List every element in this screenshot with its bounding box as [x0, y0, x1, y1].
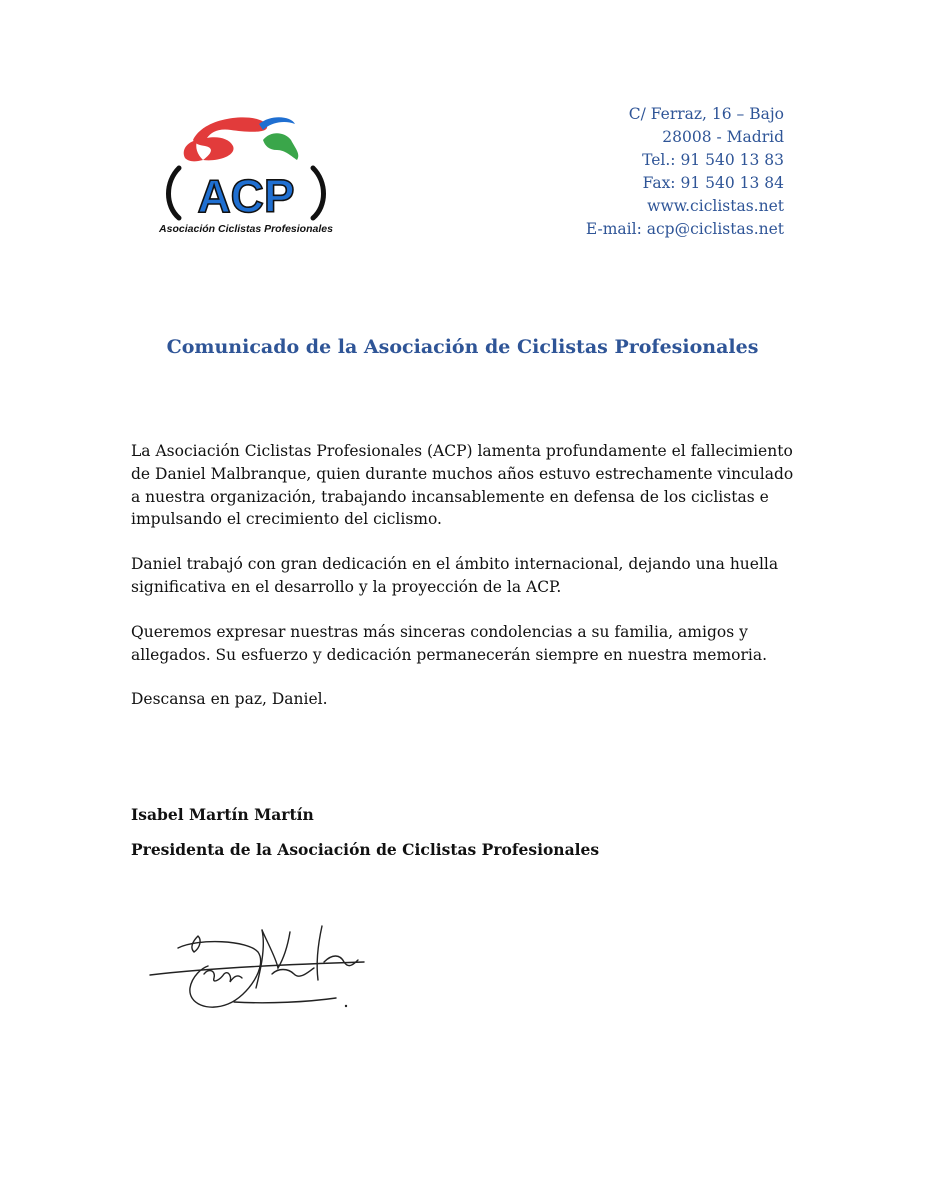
signer-block — [131, 804, 599, 874]
paragraph: Daniel trabajó con gran dedicación en el ámbito internacional, dejando una huella significativa en el desarrollo y la proyección de la ACP. — [131, 555, 779, 596]
signer-role: Presidenta de la Asociación de Ciclistas Profesionales — [131, 840, 600, 859]
logo-name: Asociación Ciclistas Profesionales — [159, 223, 333, 235]
signer-name: Isabel Martín Martín — [131, 805, 314, 824]
document-body — [131, 440, 801, 733]
logo-acronym: ACP — [197, 170, 295, 222]
contact-block — [586, 103, 784, 241]
contact-city: 28008 - Madrid — [662, 128, 784, 146]
document-title: Comunicado de la Asociación de Ciclistas Profesionales — [166, 336, 759, 358]
contact-fax: Fax: 91 540 13 84 — [642, 174, 784, 192]
paragraph: La Asociación Ciclistas Profesionales (ACP) lamenta profundamente el fallecimiento de Daniel Malbranque, quien durante muchos años estuvo estrechamente vinculado a nuestra organización, trabajando incansablemente en defensa de los ciclistas e impulsando el crecimiento del ciclismo. — [131, 442, 794, 529]
contact-email[interactable]: E-mail: acp@ciclistas.net — [585, 220, 784, 238]
paragraph: Queremos expresar nuestras más sinceras condolencias a su familia, amigos y allegados. Su esfuerzo y dedicación permanecerán siempre en nuestra memoria. — [131, 622, 768, 664]
paragraph: Descansa en paz, Daniel. — [131, 690, 328, 709]
contact-website[interactable]: www.ciclistas.net — [647, 197, 784, 215]
contact-phone: Tel.: 91 540 13 83 — [642, 151, 784, 169]
handwritten-signature — [138, 918, 378, 1038]
acp-logo — [145, 110, 355, 240]
contact-address: C/ Ferraz, 16 – Bajo — [628, 105, 784, 123]
